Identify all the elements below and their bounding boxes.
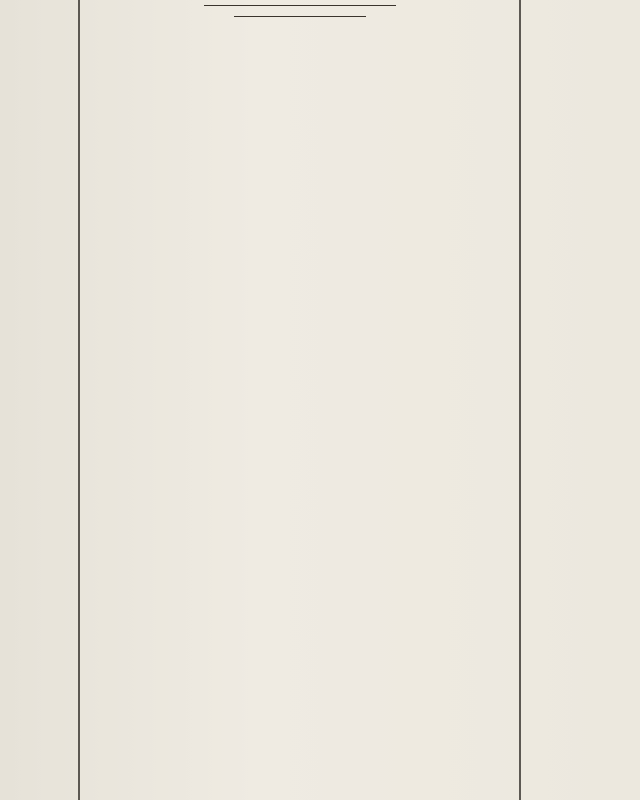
article-body (84, 25, 516, 29)
column-rule-right (519, 0, 521, 800)
right-column-fragment (524, 0, 640, 800)
section-divider (204, 5, 396, 6)
left-column-fragment (0, 0, 76, 800)
headline-divider (234, 16, 366, 17)
column-rule-left (78, 0, 80, 800)
article-column (84, 0, 516, 800)
